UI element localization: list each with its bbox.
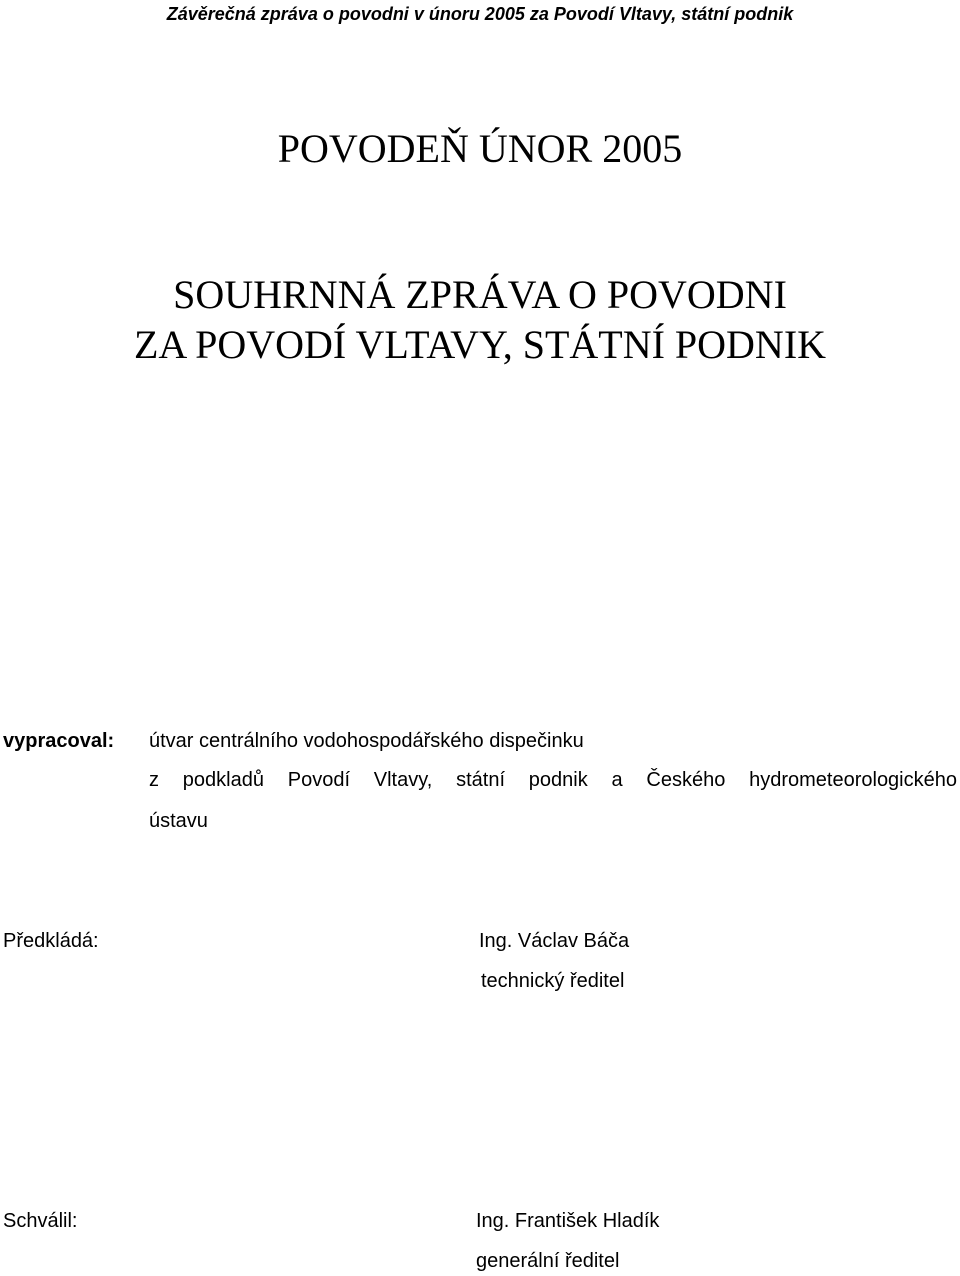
document-title: POVODEŇ ÚNOR 2005 bbox=[277, 126, 683, 171]
approved-by-role: generální ředitel bbox=[476, 1250, 620, 1272]
approved-by-name: Ing. František Hladík bbox=[476, 1210, 660, 1232]
running-header: Závěrečná zpráva o povodni v únoru 2005 za Povodí Vltavy, státní podnik bbox=[166, 4, 794, 24]
submitted-by-name: Ing. Václav Báča bbox=[479, 930, 630, 952]
approved-by-label: Schválil: bbox=[3, 1210, 78, 1232]
submitted-by-role: technický ředitel bbox=[481, 970, 625, 992]
prepared-by-line1: útvar centrálního vodohospodářského dispečinku bbox=[149, 730, 584, 752]
document-subtitle-line1: SOUHRNNÁ ZPRÁVA O POVODNI bbox=[173, 272, 787, 317]
prepared-by-line2: z podkladů Povodí Vltavy, státní podnik a Českého hydrometeorologického bbox=[149, 769, 957, 791]
submitted-by-label: Předkládá: bbox=[3, 930, 99, 952]
prepared-by-line3: ústavu bbox=[149, 810, 208, 832]
prepared-by-label: vypracoval: bbox=[3, 730, 115, 752]
document-subtitle-line2: ZA POVODÍ VLTAVY, STÁTNÍ PODNIK bbox=[133, 322, 827, 367]
